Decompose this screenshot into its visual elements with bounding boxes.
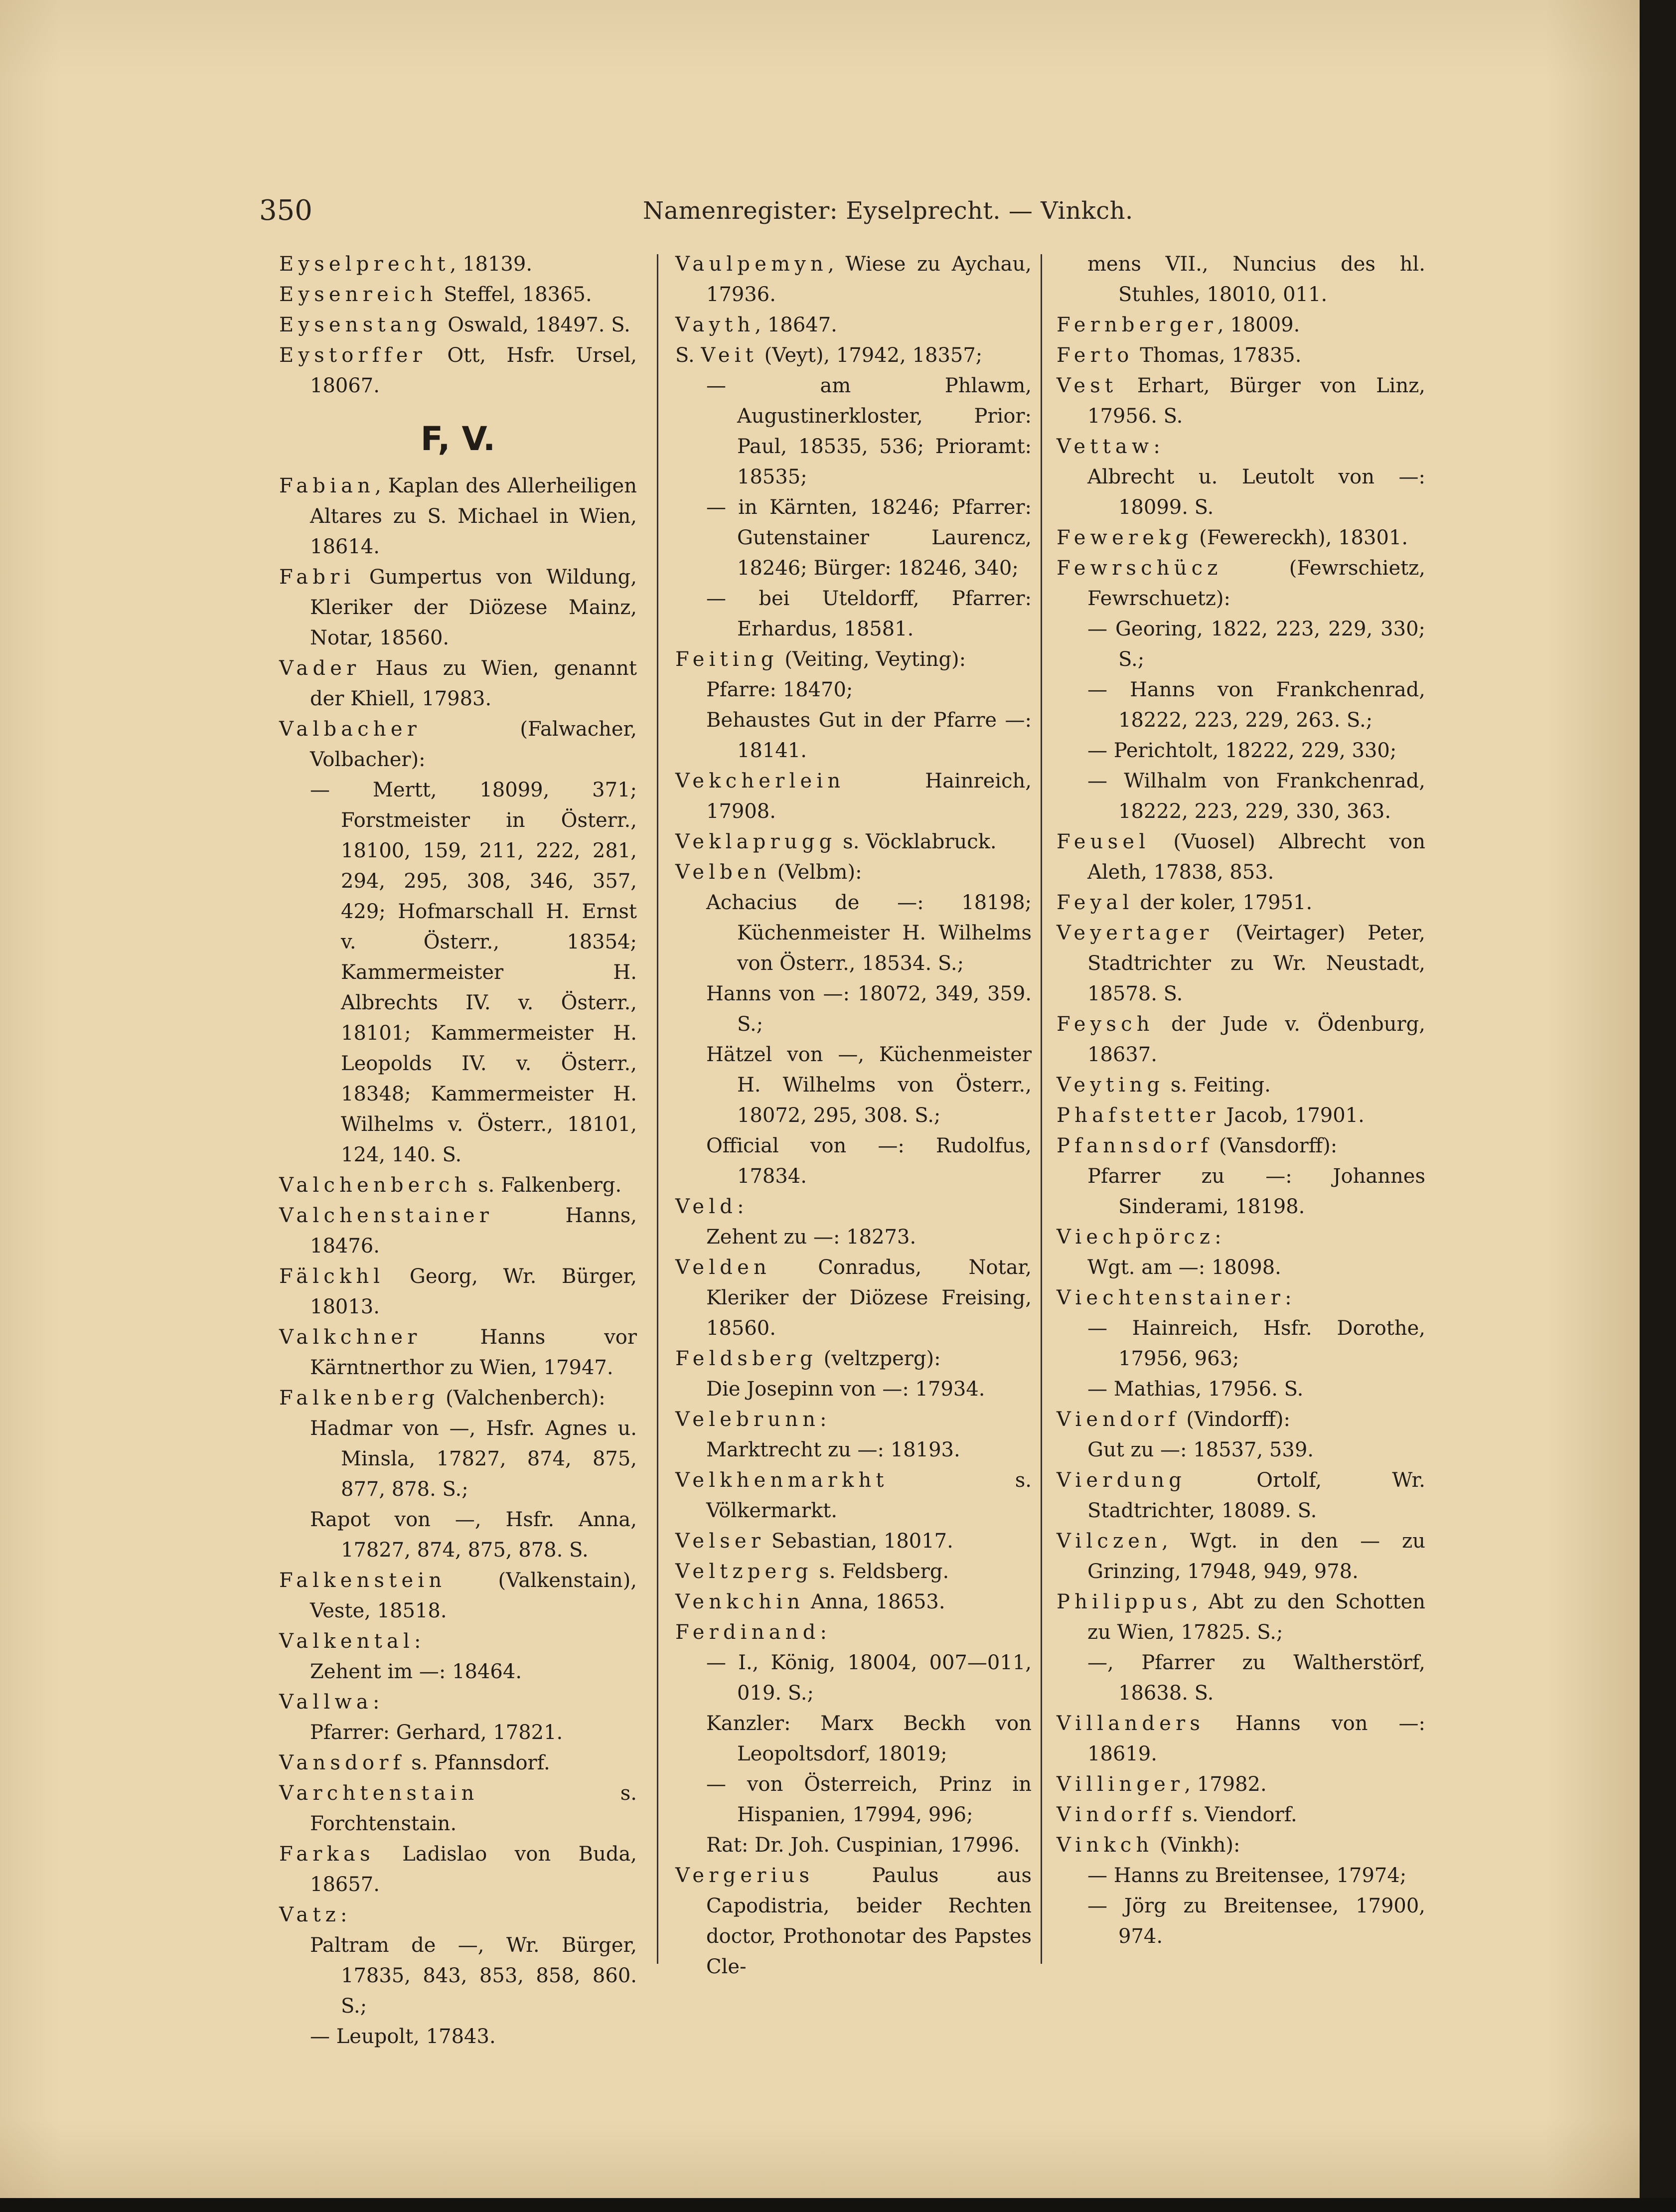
entry-text: Georing, 1822, 223, 229, 330; S.; xyxy=(1115,618,1425,671)
entry-text: , 18009. xyxy=(1217,314,1300,336)
entry-text: (Fewereckh), 18301. xyxy=(1193,526,1408,549)
index-subentry xyxy=(675,1040,1032,1131)
entry-text: bei Uteldorff, Pfarrer: Erhardus, 18581. xyxy=(737,587,1032,640)
entry-text: Perichtolt, 18222, 229, 330; xyxy=(1113,739,1397,762)
entry-name: Feyal xyxy=(1057,891,1134,914)
entry-text: Marktrecht zu —: 18193. xyxy=(706,1438,960,1461)
entry-text: (Veyt), 17942, 18357; xyxy=(758,344,983,367)
entry-text: Kanzler: Marx Beckh von Leopoltsdorf, 18019; xyxy=(706,1712,1032,1765)
index-subentry xyxy=(675,1769,1032,1830)
index-entry xyxy=(1057,1769,1425,1800)
entry-text: : xyxy=(414,1630,421,1653)
index-subentry xyxy=(279,1505,637,1566)
index-entry xyxy=(675,1253,1032,1344)
entry-text: (veltzperg): xyxy=(817,1347,941,1370)
entry-text: Anna, 18653. xyxy=(804,1590,945,1613)
index-column-2 xyxy=(675,249,1032,1982)
entry-text: Sebastian, 18017. xyxy=(765,1530,953,1553)
entry-text: Erhart, Bürger von Linz, 17956. S. xyxy=(1087,374,1425,428)
entry-text: Ortolf, Wr. Stadtrichter, 18089. S. xyxy=(1087,1469,1425,1522)
entry-text: , 17982. xyxy=(1184,1773,1267,1796)
entry-name: Vinkch xyxy=(1057,1834,1154,1857)
entry-name: Philippus xyxy=(1057,1590,1192,1613)
entry-text: Thomas, 17835. xyxy=(1133,344,1302,367)
entry-name: Fälckhl xyxy=(279,1265,385,1288)
entry-text: der Jude v. Ödenburg, 18637. xyxy=(1087,1013,1425,1066)
entry-text: —, Pfarrer zu Waltherstörf, 18638. S. xyxy=(1087,1651,1425,1705)
entry-text: Paulus aus Capodistria, beider Rechten doctor, Prothonotar des Papstes Cle- xyxy=(706,1864,1032,1978)
index-entry xyxy=(1057,1587,1425,1648)
entry-text: : xyxy=(737,1195,744,1218)
entry-text: Leupolt, 17843. xyxy=(336,2025,496,2048)
entry-name: Pfannsdorf xyxy=(1057,1134,1213,1157)
entry-text: Pfarre: 18470; xyxy=(706,678,853,701)
dash-marker: — xyxy=(1087,739,1114,762)
entry-text: s. Vöcklabruck. xyxy=(836,830,997,853)
entry-text: s. Forchtenstain. xyxy=(310,1782,637,1835)
index-subentry xyxy=(279,2022,637,2052)
index-subentry xyxy=(675,888,1032,979)
entry-text: in Kärnten, 18246; Pfarrer: Gutenstainer Laurencz, 18246; Bürger: 18246, 340; xyxy=(737,496,1032,580)
index-entry xyxy=(1057,1830,1425,1861)
entry-name: Vest xyxy=(1057,374,1118,397)
entry-text: mens VII., Nuncius des hl. Stuhles, 18010, 011. xyxy=(1087,253,1425,306)
index-subentry xyxy=(1057,1161,1425,1222)
entry-name: Velden xyxy=(675,1256,771,1279)
entry-text: , Abt zu den Schotten zu Wien, 17825. S.; xyxy=(1087,1590,1425,1644)
index-entry xyxy=(279,280,637,310)
index-entry xyxy=(675,1405,1032,1435)
entry-name: Falkenstein xyxy=(279,1569,447,1592)
index-entry xyxy=(279,1566,637,1626)
entry-name: Vierdung xyxy=(1057,1469,1187,1492)
entry-text: : xyxy=(372,1691,380,1714)
entry-name: Vindorff xyxy=(1057,1803,1176,1826)
index-entry xyxy=(1057,1222,1425,1253)
entry-text: Rapot von —, Hsfr. Anna, 17827, 874, 875, 878. S. xyxy=(310,1508,637,1562)
entry-text: Hainreich, Hsfr. Dorothe, 17956, 963; xyxy=(1118,1317,1425,1370)
dash-marker: — xyxy=(706,587,759,610)
entry-name: Fernberger xyxy=(1057,314,1218,336)
index-entry xyxy=(279,1839,637,1900)
entry-name: Viendorf xyxy=(1057,1408,1180,1431)
index-subentry xyxy=(1057,1861,1425,1891)
entry-text: (Valchenberch): xyxy=(439,1387,606,1410)
entry-text: Hadmar von —, Hsfr. Agnes u. Minsla, 17827, 874, 875, 877, 878. S.; xyxy=(310,1417,637,1501)
entry-text: Behaustes Gut in der Pfarre —: 18141. xyxy=(706,709,1032,762)
index-entry xyxy=(279,562,637,653)
index-entry xyxy=(675,1587,1032,1617)
dash-marker: — xyxy=(1087,1317,1132,1340)
index-subentry xyxy=(675,1131,1032,1192)
entry-text: : xyxy=(340,1903,347,1926)
index-subentry xyxy=(1057,249,1425,310)
column-divider xyxy=(657,254,658,1964)
index-entry xyxy=(279,249,637,280)
index-entry xyxy=(675,1526,1032,1557)
index-entry xyxy=(675,1192,1032,1222)
index-subentry xyxy=(675,979,1032,1040)
index-subentry xyxy=(1057,736,1425,766)
index-entry xyxy=(675,340,1032,371)
entry-name: Viechtenstainer xyxy=(1057,1286,1285,1309)
dash-marker: — xyxy=(706,1651,739,1674)
entry-name: Eysenreich xyxy=(279,283,438,306)
entry-text: Jörg zu Breitensee, 17900, 974. xyxy=(1118,1895,1426,1948)
entry-text: Georg, Wr. Bürger, 18013. xyxy=(310,1265,637,1318)
entry-text: s. Völkermarkt. xyxy=(706,1469,1032,1522)
dash-marker: — xyxy=(1087,1864,1114,1887)
index-entry xyxy=(675,310,1032,340)
index-entry xyxy=(279,1170,637,1201)
entry-text: (Vinkh): xyxy=(1153,1834,1240,1857)
entry-text: Rat: Dr. Joh. Cuspinian, 17996. xyxy=(706,1834,1020,1857)
index-entry xyxy=(675,1557,1032,1587)
index-entry xyxy=(675,644,1032,675)
index-subentry xyxy=(675,1830,1032,1861)
index-entry xyxy=(279,1201,637,1262)
index-entry xyxy=(279,340,637,401)
index-entry xyxy=(675,766,1032,827)
scan-edge-right xyxy=(1640,0,1676,2212)
index-entry xyxy=(1057,1070,1425,1101)
entry-name: Viechpörcz xyxy=(1057,1226,1215,1249)
entry-name: Vayth xyxy=(675,314,755,336)
entry-text: (Falwacher, Volbacher): xyxy=(310,718,637,771)
entry-text: I., König, 18004, 007—011, 019. S.; xyxy=(737,1651,1032,1705)
entry-text: Official von —: Rudolfus, 17834. xyxy=(706,1134,1032,1188)
index-entry xyxy=(675,857,1032,888)
entry-text: Hanns zu Breitensee, 17974; xyxy=(1113,1864,1407,1887)
entry-name: Ferdinand xyxy=(675,1621,820,1644)
index-subentry xyxy=(675,1222,1032,1253)
entry-text: (Vansdorff): xyxy=(1213,1134,1338,1157)
entry-name: Fewerekg xyxy=(1057,526,1193,549)
entry-name: Farkas xyxy=(279,1843,375,1866)
entry-text: Mertt, 18099, 371; Forstmeister in Österr., 18100, 159, 211, 222, 281, 294, 295, 308, 346, 357, 429; Hofmarschall H. Ernst v. Österr., 18354; Kammermeister H. Albrechts IV. v. Österr., 18101; Kammermeister H. Leopolds IV. v. Österr., 18348; Kammermeister H. Wilhelms v. Österr., 18101, 124, 140. S. xyxy=(341,779,637,1166)
entry-text: (Veiting, Veyting): xyxy=(778,648,966,671)
entry-text: Albrecht u. Leutolt von —: 18099. S. xyxy=(1087,466,1425,519)
entry-name: Phafstetter xyxy=(1057,1104,1220,1127)
index-entry xyxy=(1057,1800,1425,1830)
dash-marker: — xyxy=(1087,1895,1124,1917)
index-entry xyxy=(279,1322,637,1383)
entry-text: Conradus, Notar, Kleriker der Diözese Freising, 18560. xyxy=(706,1256,1032,1340)
entry-name: Eyselprecht xyxy=(279,253,450,276)
scan-edge-bottom xyxy=(0,2198,1676,2212)
index-subentry xyxy=(1057,1891,1425,1952)
entry-name: Valchenberch xyxy=(279,1174,472,1197)
entry-name: Vatz xyxy=(279,1903,341,1926)
dash-marker: — xyxy=(310,779,373,801)
entry-text: Achacius de —: 18198; Küchenmeister H. Wilhelms von Österr., 18534. S.; xyxy=(706,891,1032,975)
dash-marker: — xyxy=(706,374,820,397)
index-subentry xyxy=(1057,1374,1425,1405)
entry-text: s. Falkenberg. xyxy=(471,1174,622,1197)
index-entry xyxy=(675,249,1032,310)
entry-text: Zehent zu —: 18273. xyxy=(706,1226,916,1249)
index-entry xyxy=(1057,827,1425,888)
index-entry xyxy=(279,1383,637,1414)
entry-text: Mathias, 17956. S. xyxy=(1113,1378,1304,1401)
index-subentry xyxy=(1057,614,1425,675)
entry-name: Veit xyxy=(701,344,758,367)
index-entry xyxy=(279,471,637,562)
entry-text: Pfarrer: Gerhard, 17821. xyxy=(310,1721,563,1744)
entry-text: Hanns, 18476. xyxy=(310,1204,637,1258)
entry-name: Venkchin xyxy=(675,1590,805,1613)
index-subentry xyxy=(279,775,637,1170)
index-subentry xyxy=(1057,462,1425,523)
entry-text: Ladislao von Buda, 18657. xyxy=(310,1843,637,1896)
index-subentry xyxy=(675,1374,1032,1405)
entry-name: Veld xyxy=(675,1195,738,1218)
entry-name: Veklaprugg xyxy=(675,830,837,853)
index-entry xyxy=(279,1687,637,1718)
dash-marker: — xyxy=(1087,618,1115,640)
entry-text: (Vuosel) Albrecht von Aleth, 17838, 853. xyxy=(1087,830,1425,884)
entry-text: , Wgt. in den — zu Grinzing, 17948, 949, 978. xyxy=(1087,1530,1425,1583)
entry-name: Velkhenmarkht xyxy=(675,1469,889,1492)
entry-text: Jacob, 17901. xyxy=(1219,1104,1365,1127)
index-entry xyxy=(675,1344,1032,1374)
entry-name: Velser xyxy=(675,1530,765,1553)
index-entry xyxy=(675,1861,1032,1982)
index-entry xyxy=(279,653,637,714)
entry-text: Pfarrer zu —: Johannes Sinderami, 18198. xyxy=(1087,1165,1425,1218)
entry-name: Vansdorf xyxy=(279,1751,405,1774)
index-entry xyxy=(1057,1526,1425,1587)
entry-name: Valkchner xyxy=(279,1326,422,1349)
column-divider xyxy=(1041,254,1042,1964)
index-entry xyxy=(1057,1465,1425,1526)
entry-name: Villanders xyxy=(1057,1712,1205,1735)
index-entry xyxy=(675,827,1032,857)
dash-marker: — xyxy=(310,2025,336,2048)
entry-text: Die Josepinn von —: 17934. xyxy=(706,1378,985,1401)
index-entry xyxy=(1057,888,1425,918)
entry-text: s. Viendorf. xyxy=(1175,1803,1297,1826)
entry-text: Hanns von Frankchenrad, 18222, 223, 229, 263. S.; xyxy=(1118,678,1426,732)
entry-text: von Österreich, Prinz in Hispanien, 17994, 996; xyxy=(737,1773,1032,1826)
index-subentry xyxy=(1057,675,1425,736)
index-entry xyxy=(675,1465,1032,1526)
index-entry xyxy=(1057,523,1425,553)
index-subentry xyxy=(279,1414,637,1505)
index-entry xyxy=(1057,1009,1425,1070)
entry-name: Vergerius xyxy=(675,1864,814,1887)
index-entry xyxy=(279,1748,637,1778)
entry-text: Oswald, 18497. S. xyxy=(441,314,630,336)
entry-text: , Wiese zu Aychau, 17936. xyxy=(706,253,1032,306)
index-entry xyxy=(1057,1131,1425,1161)
entry-name: Valkental xyxy=(279,1630,415,1653)
index-entry xyxy=(279,1262,637,1322)
entry-text: der koler, 17951. xyxy=(1133,891,1313,914)
entry-text: , Kaplan des Allerheiligen Altares zu S. Michael in Wien, 18614. xyxy=(310,474,637,558)
entry-text: (Vindorff): xyxy=(1180,1408,1290,1431)
index-subentry xyxy=(279,1930,637,2022)
entry-text: (Veirtager) Peter, Stadtrichter zu Wr. Neustadt, 18578. S. xyxy=(1087,922,1425,1005)
entry-text: : xyxy=(1153,435,1160,458)
entry-prefix: S. xyxy=(675,344,701,367)
index-entry xyxy=(279,1778,637,1839)
entry-text: : xyxy=(820,1408,827,1431)
index-column-1 xyxy=(279,249,637,2052)
index-subentry xyxy=(675,675,1032,705)
index-subentry xyxy=(675,1709,1032,1769)
entry-name: Valbacher xyxy=(279,718,422,741)
index-entry xyxy=(279,714,637,775)
entry-text: : xyxy=(820,1621,827,1644)
entry-text: s. Feiting. xyxy=(1164,1074,1271,1097)
entry-name: Eystorffer xyxy=(279,344,427,367)
index-subentry xyxy=(279,1657,637,1687)
entry-text: Hanns vor Kärntnerthor zu Wien, 17947. xyxy=(310,1326,637,1379)
entry-name: Feiting xyxy=(675,648,778,671)
index-entry xyxy=(1057,1283,1425,1313)
entry-text: Wgt. am —: 18098. xyxy=(1087,1256,1281,1279)
index-subentry xyxy=(1057,1648,1425,1709)
index-entry xyxy=(279,1626,637,1657)
index-subentry xyxy=(1057,1435,1425,1465)
index-entry xyxy=(1057,1709,1425,1769)
entry-text: Hätzel von —, Küchenmeister H. Wilhelms von Österr., 18072, 295, 308. S.; xyxy=(706,1043,1032,1127)
index-subentry xyxy=(675,584,1032,644)
entry-text: Hanns von —: 18072, 349, 359. S.; xyxy=(706,982,1032,1036)
dash-marker: — xyxy=(706,1773,747,1796)
entry-name: Fabian xyxy=(279,474,375,497)
page-number: 350 xyxy=(259,194,312,227)
dash-marker: — xyxy=(1087,770,1124,792)
entry-name: Varchtenstain xyxy=(279,1782,479,1805)
entry-text: Gumpertus von Wildung, Kleriker der Diözese Mainz, Notar, 18560. xyxy=(310,566,637,649)
entry-name: Eysenstang xyxy=(279,314,442,336)
index-column-3 xyxy=(1057,249,1425,1952)
index-entry xyxy=(1057,371,1425,432)
index-subentry xyxy=(1057,766,1425,827)
entry-name: Feysch xyxy=(1057,1013,1154,1036)
entry-name: Valchenstainer xyxy=(279,1204,494,1227)
index-subentry xyxy=(675,705,1032,766)
index-subentry xyxy=(675,1435,1032,1465)
entry-name: Vilczen xyxy=(1057,1530,1162,1553)
index-entry xyxy=(1057,340,1425,371)
entry-name: Veltzperg xyxy=(675,1560,813,1583)
index-entry xyxy=(1057,553,1425,614)
entry-text: (Valkenstain), Veste, 18518. xyxy=(310,1569,637,1622)
entry-text: am Phlawm, Augustinerkloster, Prior: Paul, 18535, 536; Prioramt: 18535; xyxy=(737,374,1032,488)
entry-name: Veyertager xyxy=(1057,922,1214,945)
entry-text: : xyxy=(1215,1226,1221,1249)
entry-text: , 18647. xyxy=(755,314,837,336)
entry-name: Vekcherlein xyxy=(675,770,845,792)
entry-text: s. Feldsberg. xyxy=(812,1560,949,1583)
entry-name: Vallwa xyxy=(279,1691,373,1714)
entry-name: Velben xyxy=(675,861,771,884)
index-subentry xyxy=(675,1648,1032,1709)
entry-text: Wilhalm von Frankchenrad, 18222, 223, 229, 330, 363. xyxy=(1118,770,1426,823)
index-entry xyxy=(1057,432,1425,462)
entry-text: Hanns von —: 18619. xyxy=(1087,1712,1425,1765)
entry-name: Vettaw xyxy=(1057,435,1154,458)
entry-text: , 18139. xyxy=(450,253,533,276)
index-entry xyxy=(1057,918,1425,1009)
entry-text: Gut zu —: 18537, 539. xyxy=(1087,1438,1314,1461)
entry-name: Vaulpemyn xyxy=(675,253,828,276)
index-entry xyxy=(1057,310,1425,340)
entry-name: Feusel xyxy=(1057,830,1150,853)
page-header xyxy=(259,188,1545,233)
running-title: Namenregister: Eyselprecht. — Vinkch. xyxy=(643,197,1133,225)
entry-text: Paltram de —, Wr. Bürger, 17835, 843, 853, 858, 860. S.; xyxy=(310,1934,637,2018)
index-subentry xyxy=(675,492,1032,584)
entry-name: Fabri xyxy=(279,566,355,589)
dash-marker: — xyxy=(1087,1378,1114,1401)
entry-text: Zehent im —: 18464. xyxy=(310,1660,522,1683)
index-subentry xyxy=(1057,1313,1425,1374)
entry-name: Fewrschücz xyxy=(1057,557,1222,580)
entry-text: Steffel, 18365. xyxy=(437,283,592,306)
index-entry xyxy=(1057,1405,1425,1435)
index-entry xyxy=(279,1900,637,1930)
entry-text: Hainreich, 17908. xyxy=(706,770,1032,823)
dash-marker: — xyxy=(706,496,739,519)
index-entry xyxy=(675,1617,1032,1648)
index-subentry xyxy=(279,1718,637,1748)
entry-text: Haus zu Wien, genannt der Khiell, 17983. xyxy=(310,657,637,710)
entry-name: Falkenberg xyxy=(279,1387,440,1410)
index-subentry xyxy=(675,371,1032,492)
section-heading: F, V. xyxy=(420,420,496,458)
index-subentry xyxy=(1057,1253,1425,1283)
entry-text: (Fewrschietz, Fewrschuetz): xyxy=(1087,557,1425,610)
entry-text: s. Pfannsdorf. xyxy=(405,1751,550,1774)
entry-name: Ferto xyxy=(1057,344,1134,367)
entry-name: Veyting xyxy=(1057,1074,1165,1097)
entry-name: Velebrunn xyxy=(675,1408,820,1431)
index-entry xyxy=(279,310,637,340)
index-entry xyxy=(1057,1101,1425,1131)
entry-name: Villinger xyxy=(1057,1773,1185,1796)
dash-marker: — xyxy=(1087,678,1130,701)
entry-text: : xyxy=(1285,1286,1292,1309)
entry-name: Feldsberg xyxy=(675,1347,817,1370)
entry-text: (Velbm): xyxy=(770,861,862,884)
entry-name: Vader xyxy=(279,657,361,680)
entry-text: Ott, Hsfr. Ursel, 18067. xyxy=(310,344,637,397)
